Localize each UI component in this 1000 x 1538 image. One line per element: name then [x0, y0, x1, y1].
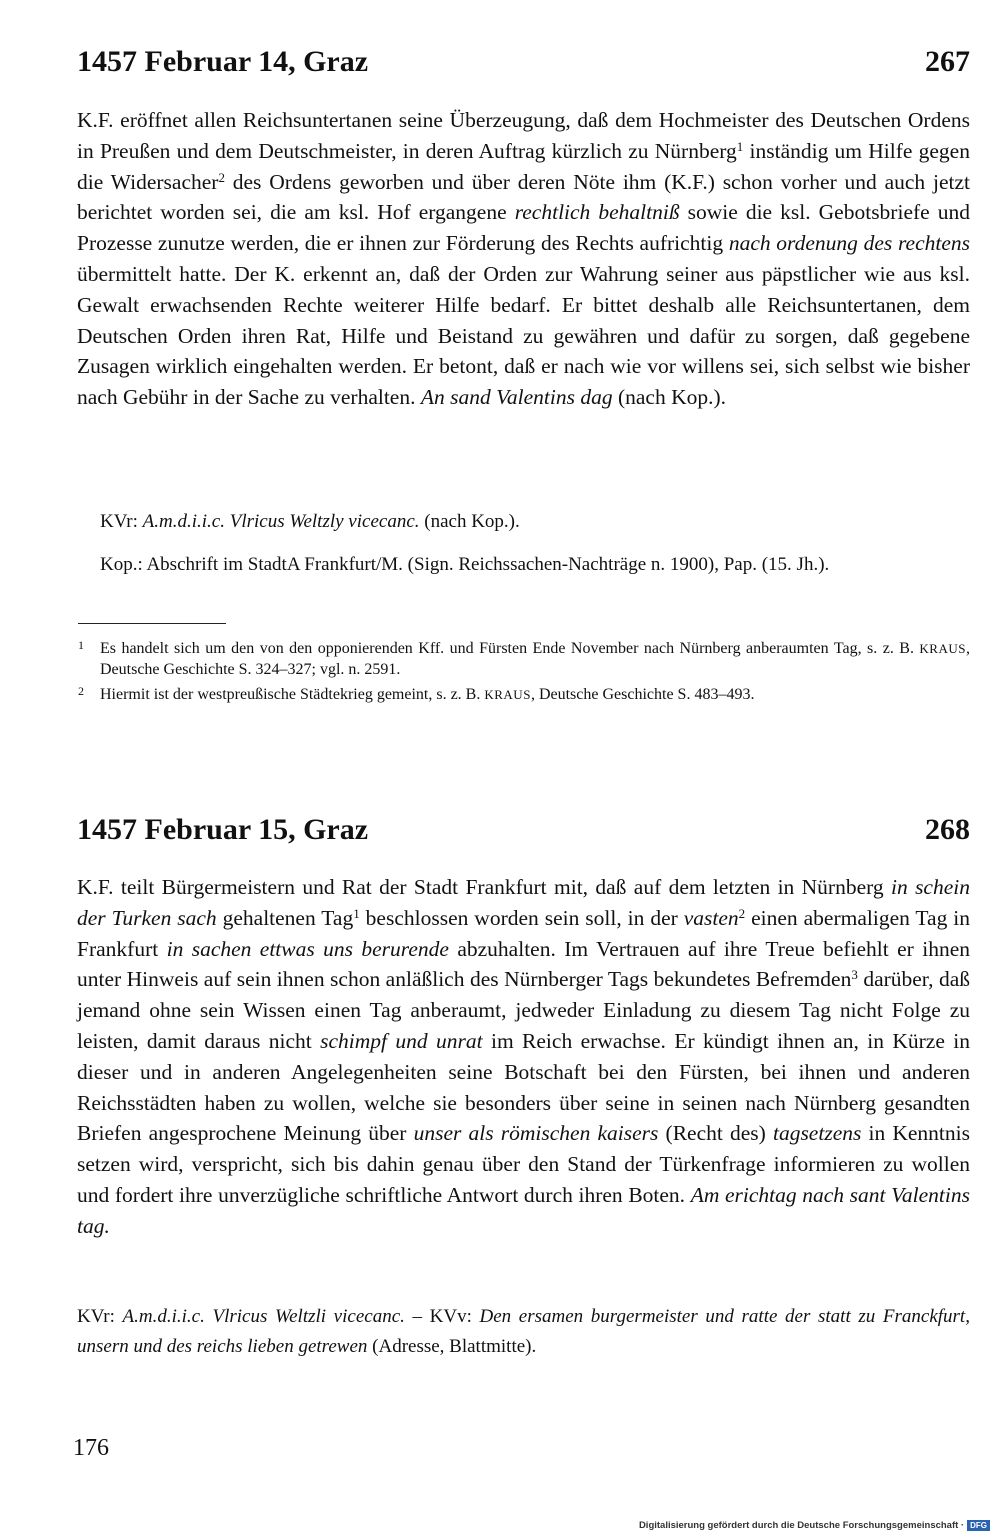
regest-paragraph-268: K.F. teilt Bürgermeistern und Rat der Stadt Frankfurt mit, daß auf dem letzten in Nürnberg in schein der Turken sach gehaltenen Tag$^1$ beschlossen worden sein soll, in der vasten$^2$ einen abermaligen Tag in Frankfurt in sachen ettwas uns berurende abzuhalten. Im Vertrauen auf ihre Treue befiehlt er ihnen unter Hinweis auf sein ihnen schon anläßlich des Nürnberger Tags bekundetes Befremden$^3$ darüber, daß jemand ohne sein Wissen einen Tag anberaumt, jedweder Einladung zu diesem Tag nicht Folge zu leisten, damit daraus nicht schimpf und unrat im Reich erwachse. Er kündigt ihnen an, in Kürze in dieser und in anderen Angelegenheiten seine Botschaft bei den Fürsten, bei ihnen und anderen Reichsstädten haben zu wollen, welche sie besonders über seine in seinen nach Nürnberg gesandten Briefen angesprochene Meinung über unser als römischen kaisers (Recht des) tagsetzens in Kenntnis setzen wird, verspricht, sich bis dahin genau über den Stand der Türkenfrage informieren zu wollen und fordert ihre unverzügliche schriftliche Antwort durch ihren Boten. Am erichtag nach sant Valentins tag. [77, 875, 971, 1238]
chancery-note-267: KVr: A.m.d.i.i.c. Vlricus Weltzly vicecanc. (nach Kop.). [100, 511, 520, 532]
footnote-marker: 2 [78, 684, 84, 698]
footnote-ref: 1 [736, 138, 744, 154]
doc-number: 267 [925, 45, 970, 78]
credit-text: Digitalisierung gefördert durch die Deutsche Forschungsgemeinschaft · [638, 1520, 965, 1531]
footnote-text: Hiermit ist der westpreußische Städtekrieg gemeint, s. z. B. KRAUS, Deutsche Geschichte S. 483–493. [100, 686, 755, 703]
footnote-2 [78, 684, 970, 705]
footnote-ref: 2 [738, 905, 746, 921]
footnote-text: Es handelt sich um den von den opponierenden Kff. und Fürsten Ende November nach Nürnberg anberaumten Tag, s. z. B. KRAUS, Deutsche Geschichte S. 324–327; vgl. n. 2591. [100, 640, 970, 678]
footnote-1 [78, 638, 970, 680]
doc-heading-268 [77, 812, 970, 848]
footnote-ref: 3 [851, 967, 858, 983]
chancery-note-268: KVr: A.m.d.i.i.c. Vlricus Weltzli vicecanc. – KVv: Den ersamen burgermeister und ratte der statt zu Franckfurt, unsern und des reichs lieben getrewen (Adresse, Blattmitte). [77, 1306, 970, 1357]
doc-number: 268 [925, 813, 970, 846]
doc-date-place: 1457 Februar 15, Graz [77, 813, 369, 846]
digitization-credit [639, 1520, 990, 1531]
footnote-divider [78, 623, 226, 624]
page-number: 176 [73, 1435, 109, 1461]
footnote-ref: 2 [218, 169, 225, 185]
doc-heading-267 [77, 44, 970, 80]
footnote-marker: 1 [78, 638, 84, 652]
regest-paragraph-267: K.F. eröffnet allen Reichsuntertanen seine Überzeugung, daß dem Hochmeister des Deutschen Ordens in Preußen und dem Deutschmeister, in deren Auftrag kürzlich zu Nürnberg$^1$ inständig um Hilfe gegen die Widersacher$^2$ des Ordens geworben und über deren Nöte ihm (K.F.) schon vorher und auch jetzt berichtet worden sei, die am ksl. Hof ergangene rechtlich behaltniß sowie die ksl. Gebotsbriefe und Prozesse zunutze werden, die er ihnen zur Förderung des Rechts aufrichtig nach ordenung des rechtens übermittelt hatte. Der K. erkennt an, daß der Orden zur Wahrung seiner aus päpstlicher wie aus ksl. Gewalt erwachsenden Rechte weiterer Hilfe bedarf. Er bittet deshalb alle Reichsuntertanen, dem Deutschen Orden ihren Rat, Hilfe und Beistand zu gewähren und dafür zu sorgen, daß gegebene Zusagen wirklich eingehalten werden. Er betont, daß er nach wie vor willens sei, sich selbst wie bisher nach Gebühr in der Sache zu verhalten. An sand Valentins dag (nach Kop.). [77, 108, 970, 410]
doc-date-place: 1457 Februar 14, Graz [77, 45, 369, 78]
footnote-ref: 1 [353, 905, 360, 921]
dfg-logo: DFG [967, 1520, 990, 1531]
copy-source-note: Kop.: Abschrift im StadtA Frankfurt/M. (Sign. Reichssachen-Nachträge n. 1900), Pap. (15. Jh.). [100, 554, 830, 575]
